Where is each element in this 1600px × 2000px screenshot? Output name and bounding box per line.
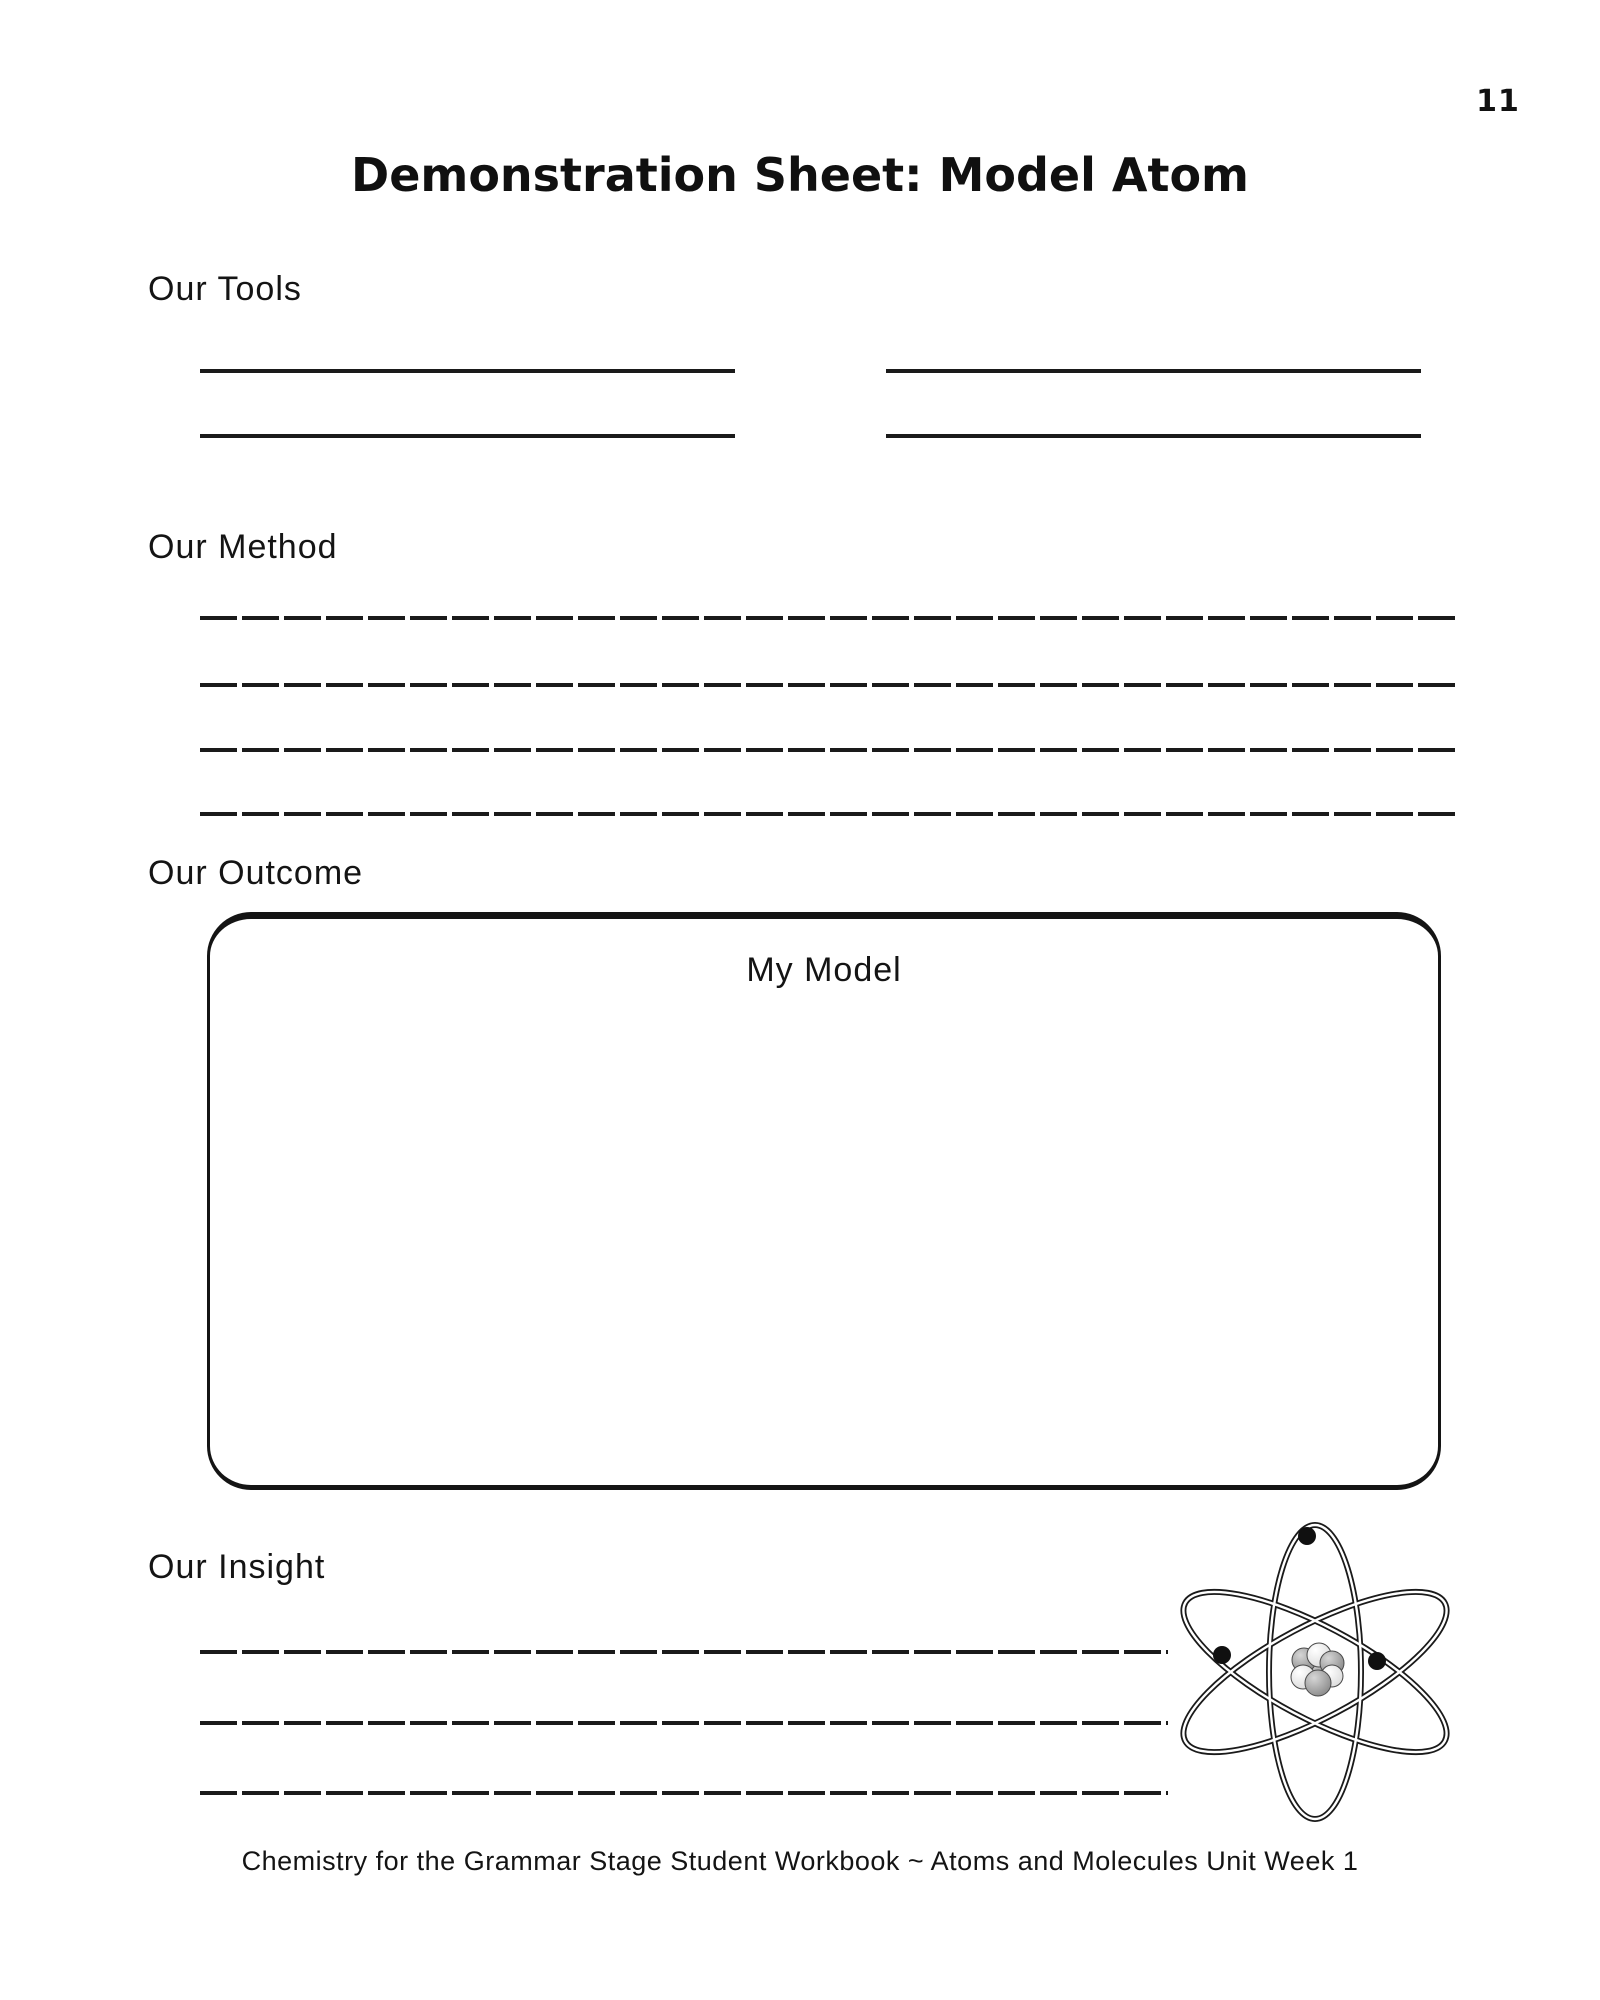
- tools-heading: Our Tools: [148, 270, 302, 308]
- atom-nucleus: [1291, 1643, 1344, 1696]
- method-blank-line: [200, 748, 1460, 752]
- insight-blank-line: [200, 1721, 1168, 1725]
- atom-icon: [1148, 1510, 1482, 1844]
- tools-blank-line: [200, 434, 735, 438]
- method-heading: Our Method: [148, 528, 338, 566]
- tools-blank-line: [886, 434, 1421, 438]
- tools-blank-line: [200, 369, 735, 373]
- insight-blank-line: [200, 1650, 1168, 1654]
- insight-blank-line: [200, 1791, 1168, 1795]
- page-title: Demonstration Sheet: Model Atom: [351, 148, 1249, 202]
- page-number: 11: [1476, 84, 1520, 119]
- model-drawing-box: [207, 912, 1441, 1490]
- tools-blank-line: [886, 369, 1421, 373]
- method-blank-line: [200, 683, 1460, 687]
- insight-heading: Our Insight: [148, 1548, 326, 1586]
- method-blank-line: [200, 616, 1460, 620]
- model-box-label: My Model: [746, 951, 902, 989]
- method-blank-line: [200, 812, 1460, 816]
- footer-text: Chemistry for the Grammar Stage Student Workbook ~ Atoms and Molecules Unit Week 1: [241, 1846, 1359, 1876]
- outcome-heading: Our Outcome: [148, 854, 364, 892]
